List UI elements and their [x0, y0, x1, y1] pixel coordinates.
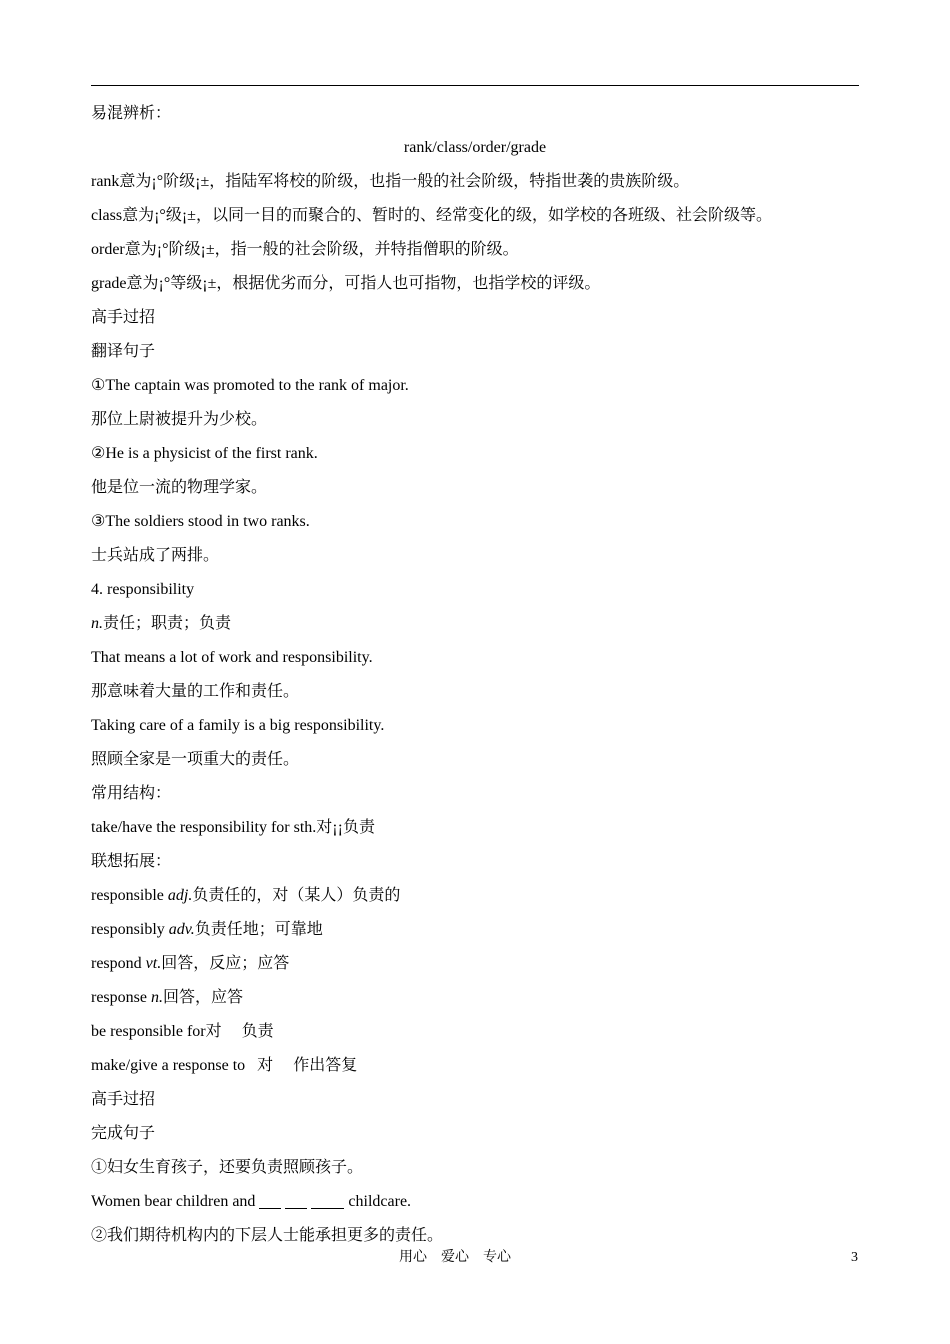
sentence-en: ①The captain was promoted to the rank of major. [91, 377, 409, 394]
entry-meaning: 责任；职责；负责 [103, 615, 232, 632]
practice-task: 翻译句子 [91, 343, 156, 360]
sentence-en: ②He is a physicist of the first rank. [91, 445, 318, 462]
exercise-en: Women bear children and childcare. [91, 1185, 859, 1219]
exercise-zh: ①妇女生育孩子，还要负责照顾孩子。 [91, 1159, 364, 1176]
entry-definition [91, 607, 859, 641]
pos-label: n. [91, 615, 103, 632]
structures-heading: 常用结构： [91, 785, 172, 802]
example-en: That means a lot of work and responsibility. [91, 649, 373, 666]
definition-grade: grade意为¡°等级¡±，根据优劣而分，可指人也可指物，也指学校的评级。 [91, 275, 601, 292]
structure-item: take/have the responsibility for sth.对¡¡负责 [91, 819, 375, 836]
definition-order: order意为¡°阶级¡±，指一般的社会阶级，并特指僧职的阶级。 [91, 241, 519, 258]
page-footer [0, 1248, 950, 1268]
comparison-title: rank/class/order/grade [403, 139, 547, 156]
sentence-zh: 那位上尉被提升为少校。 [91, 411, 268, 428]
extension-item: responsibly adv.负责任地；可靠地 [91, 921, 323, 938]
extension-item: respond vt.回答，反应；应答 [91, 955, 290, 972]
phrase-item: make/give a response to 对 作出答复 [91, 1057, 358, 1074]
extension-heading: 联想拓展： [91, 853, 172, 870]
answer-blank[interactable] [285, 1190, 307, 1209]
sentence-zh: 士兵站成了两排。 [91, 547, 220, 564]
answer-blank[interactable] [259, 1190, 281, 1209]
document-body [91, 97, 859, 1253]
entry-headword: 4. responsibility [91, 581, 195, 598]
page-number: 3 [851, 1250, 858, 1265]
answer-blank[interactable] [311, 1190, 344, 1209]
practice-heading: 高手过招 [91, 309, 156, 326]
extension-item: responsible adj.负责任的，对（某人）负责的 [91, 887, 401, 904]
phrase-item: be responsible for对 负责 [91, 1023, 274, 1040]
exercise-zh: ②我们期待机构内的下层人士能承担更多的责任。 [91, 1227, 444, 1244]
definition-class: class意为¡°级¡±，以同一目的而聚合的、暂时的、经常变化的级，如学校的各班级、社会阶级等。 [91, 207, 772, 224]
definition-rank: rank意为¡°阶级¡±，指陆军将校的阶级，也指一般的社会阶级，特指世袭的贵族阶级。 [91, 173, 690, 190]
example-en: Taking care of a family is a big responsibility. [91, 717, 385, 734]
footer-motto: 用心 爱心 专心 [399, 1250, 511, 1265]
example-zh: 那意味着大量的工作和责任。 [91, 683, 300, 700]
practice-task: 完成句子 [91, 1125, 156, 1142]
practice-heading: 高手过招 [91, 1091, 156, 1108]
section-heading: 易混辨析： [91, 105, 172, 122]
sentence-zh: 他是位一流的物理学家。 [91, 479, 268, 496]
example-zh: 照顾全家是一项重大的责任。 [91, 751, 300, 768]
header-rule [91, 85, 859, 86]
sentence-en: ③The soldiers stood in two ranks. [91, 513, 310, 530]
extension-item: response n.回答，应答 [91, 989, 243, 1006]
